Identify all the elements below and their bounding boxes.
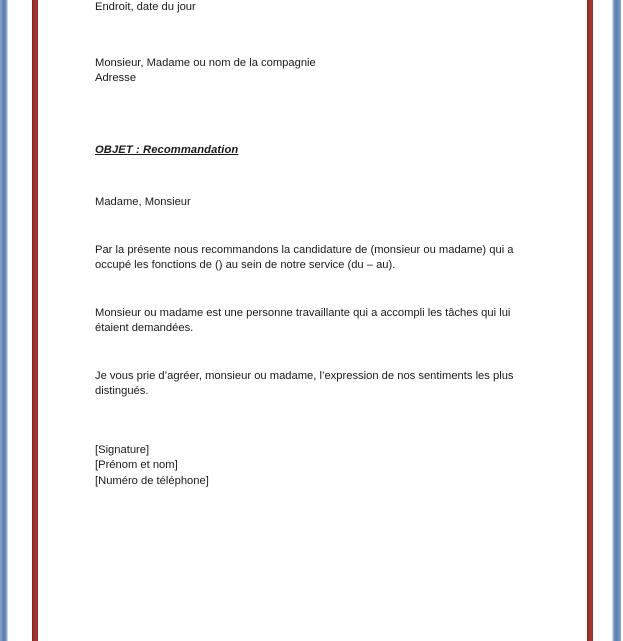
body-paragraph-3: Je vous prie d’agréer, monsieur ou madame, l’expression de nos sentiments les plus distingués. — [95, 369, 514, 397]
place-date-line: Endroit, date du jour — [95, 1, 196, 13]
page-border-red-left — [32, 0, 38, 641]
recipient-block — [95, 56, 540, 87]
signature-line-3: [Numéro de téléphone] — [95, 474, 209, 487]
recipient-line-1: Monsieur, Madame ou nom de la compagnie — [95, 56, 316, 69]
spacer-after-salutation — [95, 211, 540, 243]
page-border-red-right — [587, 0, 593, 641]
letter-content — [95, 0, 540, 489]
spacer-after-paragraph-2 — [95, 337, 540, 369]
place-date-block — [95, 0, 540, 16]
salutation-block — [95, 195, 540, 211]
spacer-after-place-date — [95, 16, 540, 56]
signature-line-2: [Prénom et nom] — [95, 459, 178, 471]
salutation-line: Madame, Monsieur — [95, 196, 191, 208]
spacer-after-paragraph-3 — [95, 400, 540, 443]
signature-block — [95, 443, 540, 490]
subject-label: OBJET : Recommandation — [95, 143, 239, 156]
subject-block — [95, 143, 540, 159]
spacer-after-subject — [95, 158, 540, 195]
page-border-blue-left — [0, 0, 8, 641]
signature-line-1: [Signature] — [95, 443, 150, 456]
body-paragraph-2: Monsieur ou madame est une personne travaillante qui a accompli les tâches qui lui étaient demandées. — [95, 306, 511, 334]
body-paragraph-1: Par la présente nous recommandons la candidature de (monsieur ou madame) qui a occupé les fonctions de () au sein de notre service (du – au). — [95, 243, 514, 271]
spacer-after-recipient — [95, 87, 540, 143]
spacer-after-paragraph-1 — [95, 274, 540, 306]
page-border-blue-right — [612, 0, 621, 641]
recipient-line-2: Adresse — [95, 72, 137, 84]
